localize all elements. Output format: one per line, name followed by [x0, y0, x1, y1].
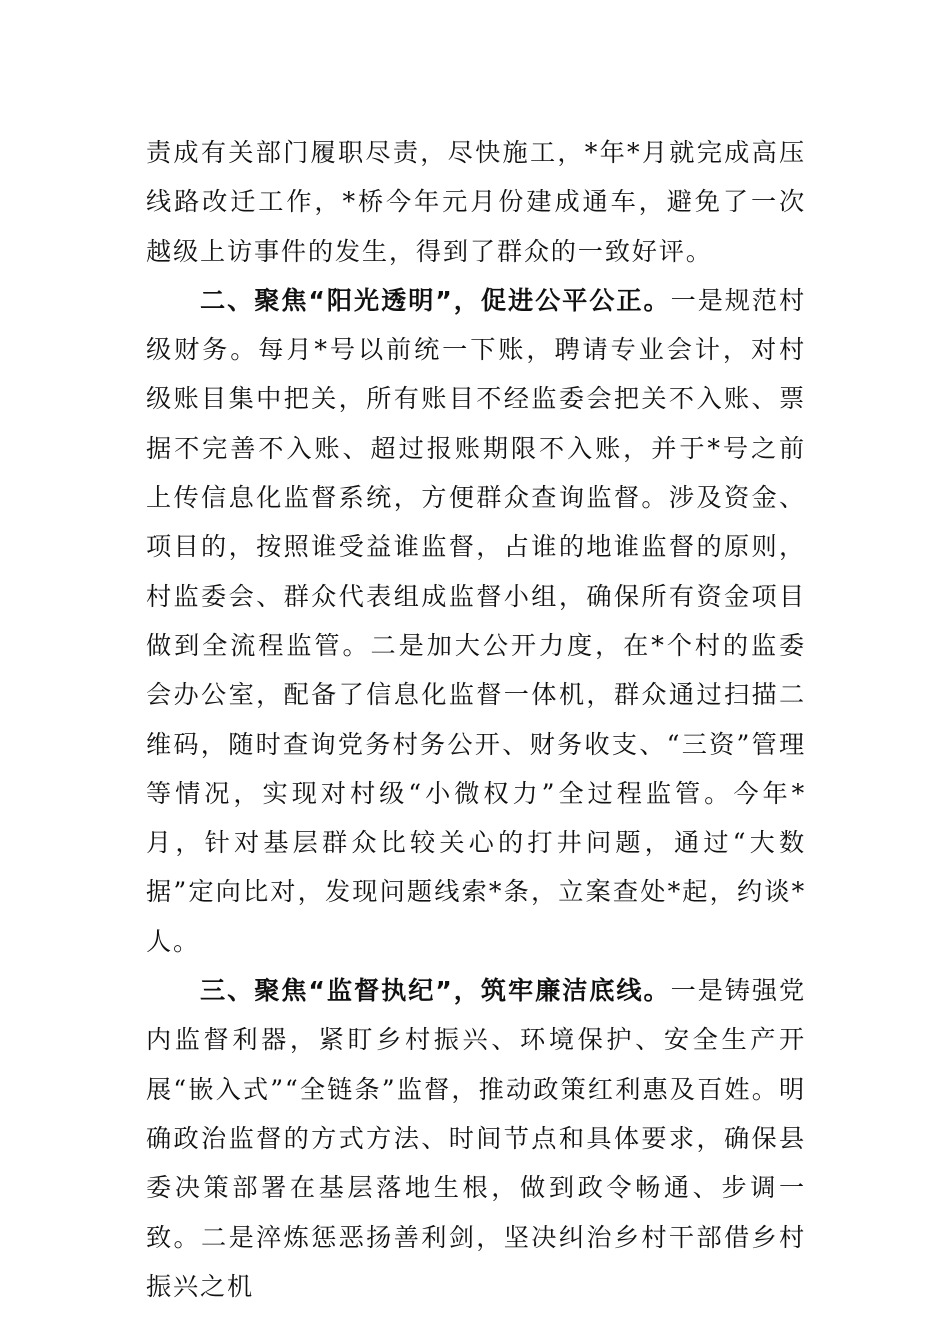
section-2-heading: 二、聚焦“阳光透明”，促进公平公正。: [200, 285, 671, 315]
paragraph-continuation: [146, 128, 806, 276]
section-3-paragraph: [146, 966, 806, 1311]
paragraph-text: 责成有关部门履职尽责，尽快施工，*年*月就完成高压线路改迁工作，*桥今年元月份建成通车，避免了一次越级上访事件的发生，得到了群众的一致好评。: [146, 138, 806, 266]
section-2-body: 一是规范村级财务。每月*号以前统一下账，聘请专业会计，对村级账目集中把关，所有账目不经监委会把关不入账、票据不完善不入账、超过报账期限不入账，并于*号之前上传信息化监督系统，方便群众查询监督。涉及资金、项目的，按照谁受益谁监督，占谁的地谁监督的原则，村监委会、群众代表组成监督小组，确保所有资金项目做到全流程监管。二是加大公开力度，在*个村的监委会办公室，配备了信息化监督一体机，群众通过扫描二维码，随时查询党务村务公开、财务收支、“三资”管理等情况，实现对村级“小微权力”全过程监管。今年*月，针对基层群众比较关心的打井问题，通过“大数据”定向比对，发现问题线索*条，立案查处*起，约谈*人。: [146, 285, 806, 956]
section-3-heading: 三、聚焦“监督执纪”，筑牢廉洁底线。: [200, 976, 671, 1006]
section-2-paragraph: [146, 276, 806, 966]
section-3-body: 一是铸强党内监督利器，紧盯乡村振兴、环境保护、安全生产开展“嵌入式”“全链条”监督，推动政策红利惠及百姓。明确政治监督的方式方法、时间节点和具体要求，确保县委决策部署在基层落地生根，做到政令畅通、步调一致。二是淬炼惩恶扬善利剑，坚决纠治乡村干部借乡村振兴之机: [146, 976, 806, 1301]
document-body: [146, 128, 806, 1311]
